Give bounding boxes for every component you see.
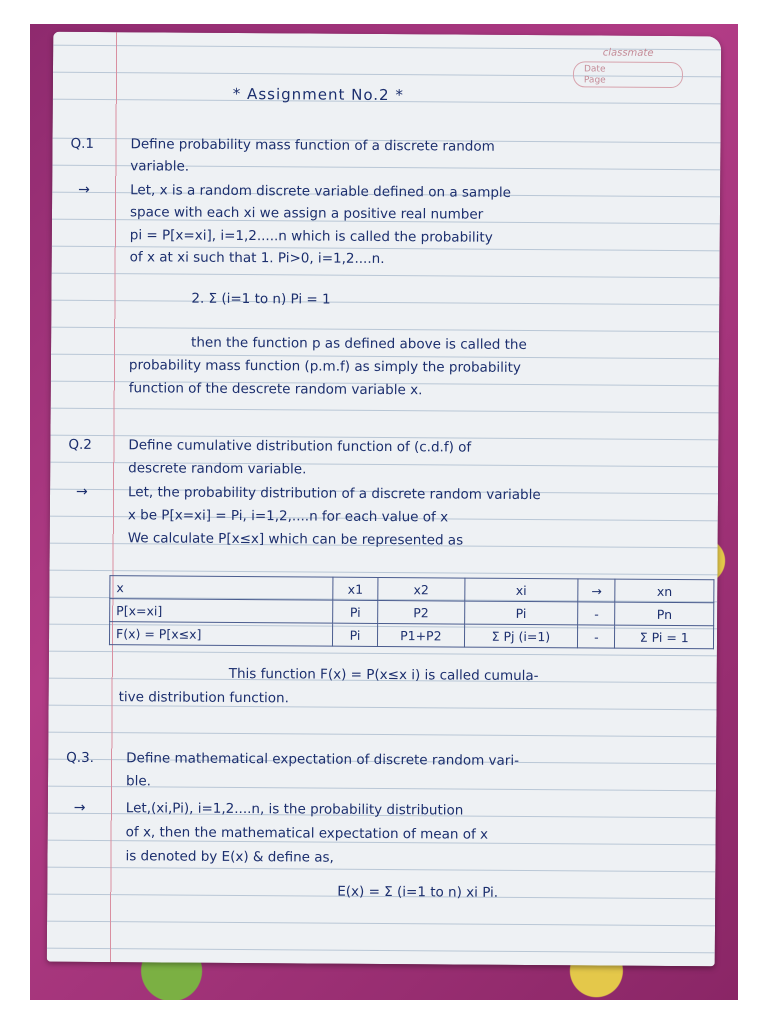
q2-answer-line: We calculate P[x≤x] which can be represented as	[127, 530, 464, 549]
q3-number: Q.3.	[66, 749, 95, 766]
q3-question-line: ble.	[125, 773, 152, 790]
q3-question-line: Define mathematical expectation of discrete random vari-	[126, 750, 520, 769]
table-cell: F(x) = P[x≤x]	[109, 622, 332, 647]
q1-question-line: variable.	[130, 158, 190, 175]
table-cell: -	[578, 602, 615, 625]
q2-answer-arrow: →	[75, 483, 88, 500]
q2-number: Q.2	[68, 436, 92, 453]
table-cell: P1+P2	[378, 623, 465, 647]
table-cell: xi	[464, 578, 578, 602]
photo-background	[30, 24, 738, 1000]
q1-number: Q.1	[70, 135, 95, 152]
table-cell: x	[110, 576, 333, 601]
table-cell: →	[578, 579, 615, 602]
table-cell: -	[578, 625, 615, 648]
table-cell: P2	[378, 600, 465, 624]
table-cell: Σ Pj (i=1)	[464, 624, 578, 648]
notebook-page	[47, 32, 721, 967]
q1-answer-line: function of the descrete random variable x.	[128, 380, 423, 399]
q3-answer-line: Let,(xi,Pi), i=1,2....n, is the probability distribution	[125, 800, 464, 819]
assignment-title: * Assignment No.2 *	[232, 84, 404, 105]
q1-question-line: Define probability mass function of a discrete random	[130, 136, 495, 155]
table-cell: Pi	[333, 600, 378, 623]
q1-answer-line: space with each xi we assign a positive real number	[129, 204, 484, 223]
q3-answer-line: of x, then the mathematical expectation of mean of x	[125, 824, 489, 843]
q2-question-line: Define cumulative distribution function of (c.d.f) of	[128, 437, 472, 456]
table-cell: P[x=xi]	[110, 599, 333, 624]
q1-sum-condition: 2. Σ (i=1 to n) Pi = 1	[191, 290, 331, 308]
distribution-table	[109, 575, 714, 649]
stamp-brand: classmate	[602, 47, 654, 59]
q2-conclusion-line: This function F(x) = P(x≤x i) is called cumula-	[228, 665, 539, 685]
table-row	[109, 622, 713, 649]
q3-answer-arrow: →	[73, 799, 86, 816]
q3-expectation-formula: E(x) = Σ (i=1 to n) xi Pi.	[337, 883, 499, 901]
stamp-page-label: Page	[583, 75, 606, 86]
notebook-stamp	[563, 47, 693, 98]
table-cell: Pi	[464, 601, 578, 625]
q2-answer-line: Let, the probability distribution of a discrete random variable	[127, 484, 541, 504]
table-cell: x1	[333, 577, 378, 600]
q2-conclusion-line: tive distribution function.	[118, 689, 289, 707]
q2-question-line: descrete random variable.	[128, 460, 307, 478]
table-cell: xn	[615, 579, 714, 603]
q1-answer-line: Let, x is a random discrete variable defined on a sample	[130, 182, 512, 201]
q1-answer-arrow: →	[78, 181, 90, 198]
stamp-date-label: Date	[583, 64, 606, 75]
table-cell: Σ Pi = 1	[615, 625, 714, 649]
stamp-date-page-box	[573, 61, 683, 88]
q1-answer-line: then the function p as defined above is called the	[191, 334, 527, 353]
table-cell: x2	[378, 577, 465, 601]
q3-answer-line: is denoted by E(x) & define as,	[125, 848, 334, 866]
q2-answer-line: x be P[x=xi] = Pi, i=1,2,....n for each value of x	[127, 507, 449, 526]
table-cell: Pi	[332, 623, 377, 646]
q1-answer-line: of x at xi such that 1. Pi>0, i=1,2....n.	[129, 249, 385, 267]
q1-answer-line: probability mass function (p.m.f) as simply the probability	[128, 357, 522, 376]
q1-answer-line: pi = P[x=xi], i=1,2.....n which is called the probability	[129, 227, 493, 246]
table-cell: Pn	[615, 602, 714, 626]
